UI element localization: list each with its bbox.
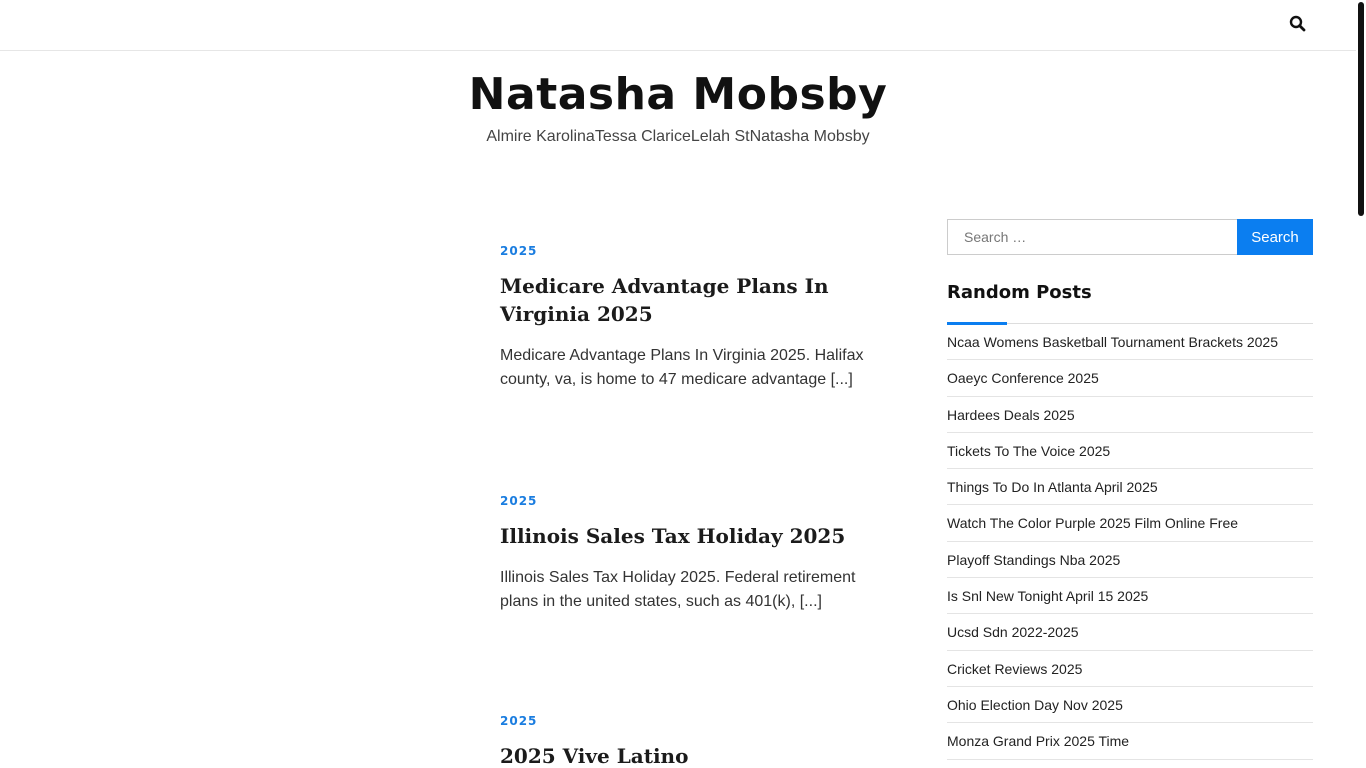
random-post-link[interactable]: Is Snl New Tonight April 15 2025 [947,588,1149,605]
list-item [947,324,1313,360]
list-item [947,614,1313,650]
search-button[interactable]: Search [1237,219,1313,255]
search-input[interactable] [947,219,1237,255]
random-post-link[interactable]: Things To Do In Atlanta April 2025 [947,479,1158,496]
post-title-link[interactable]: Medicare Advantage Plans In Virginia 2025 [500,274,829,326]
random-posts-heading: Random Posts [947,282,1092,303]
list-item [947,651,1313,687]
top-navigation-bar [0,0,1356,51]
post-excerpt: Medicare Advantage Plans In Virginia 2025. Halifax county, va, is home to 47 medicare advantage [...] [500,347,864,388]
random-post-link[interactable]: Ohio Election Day Nov 2025 [947,696,1123,713]
site-title[interactable]: Natasha Mobsby [468,69,888,120]
list-item [947,505,1313,541]
random-post-link[interactable]: Ucsd Sdn 2022-2025 [947,624,1079,641]
random-post-link[interactable]: Ncaa Womens Basketball Tournament Brackets 2025 [947,334,1278,350]
random-post-link[interactable]: Oaeyc Conference 2025 [947,370,1099,387]
random-post-link[interactable]: Tickets To The Voice 2025 [947,442,1111,459]
list-item [947,397,1313,433]
post-title-link[interactable]: Illinois Sales Tax Holiday 2025 [500,524,846,548]
random-post-link[interactable]: Hardees Deals 2025 [947,406,1075,423]
random-post-link[interactable]: Monza Grand Prix 2025 Time [947,733,1130,750]
random-post-link[interactable]: Cricket Reviews 2025 [947,660,1083,677]
site-branding [0,68,1356,148]
scrollbar-thumb[interactable] [1358,2,1364,216]
post-card [500,240,880,490]
post-card [500,490,880,710]
site-description: Almire KarolinaTessa ClariceLelah StNatasha Mobsby [486,128,870,145]
random-posts-list [947,324,1313,760]
post-list-main [500,240,880,768]
random-post-link[interactable]: Watch The Color Purple 2025 Film Online Free [947,515,1239,532]
list-item [947,469,1313,505]
heading-divider [947,323,1313,324]
post-category-link[interactable]: 2025 [500,494,538,508]
random-post-link[interactable]: Playoff Standings Nba 2025 [947,551,1121,568]
list-item [947,433,1313,469]
page-scrollbar[interactable] [1356,0,1366,768]
sidebar [947,219,1313,760]
sidebar-search-form [947,219,1313,255]
list-item [947,542,1313,578]
list-item [947,687,1313,723]
search-icon[interactable] [1288,14,1308,34]
post-excerpt: Illinois Sales Tax Holiday 2025. Federal retirement plans in the united states, such as 401(k), [...] [500,569,856,610]
post-title-link[interactable]: 2025 Vive Latino [500,744,689,768]
list-item [947,578,1313,614]
post-category-link[interactable]: 2025 [500,244,538,258]
post-category-link[interactable]: 2025 [500,714,538,728]
post-card [500,710,880,768]
list-item [947,360,1313,396]
list-item [947,723,1313,759]
